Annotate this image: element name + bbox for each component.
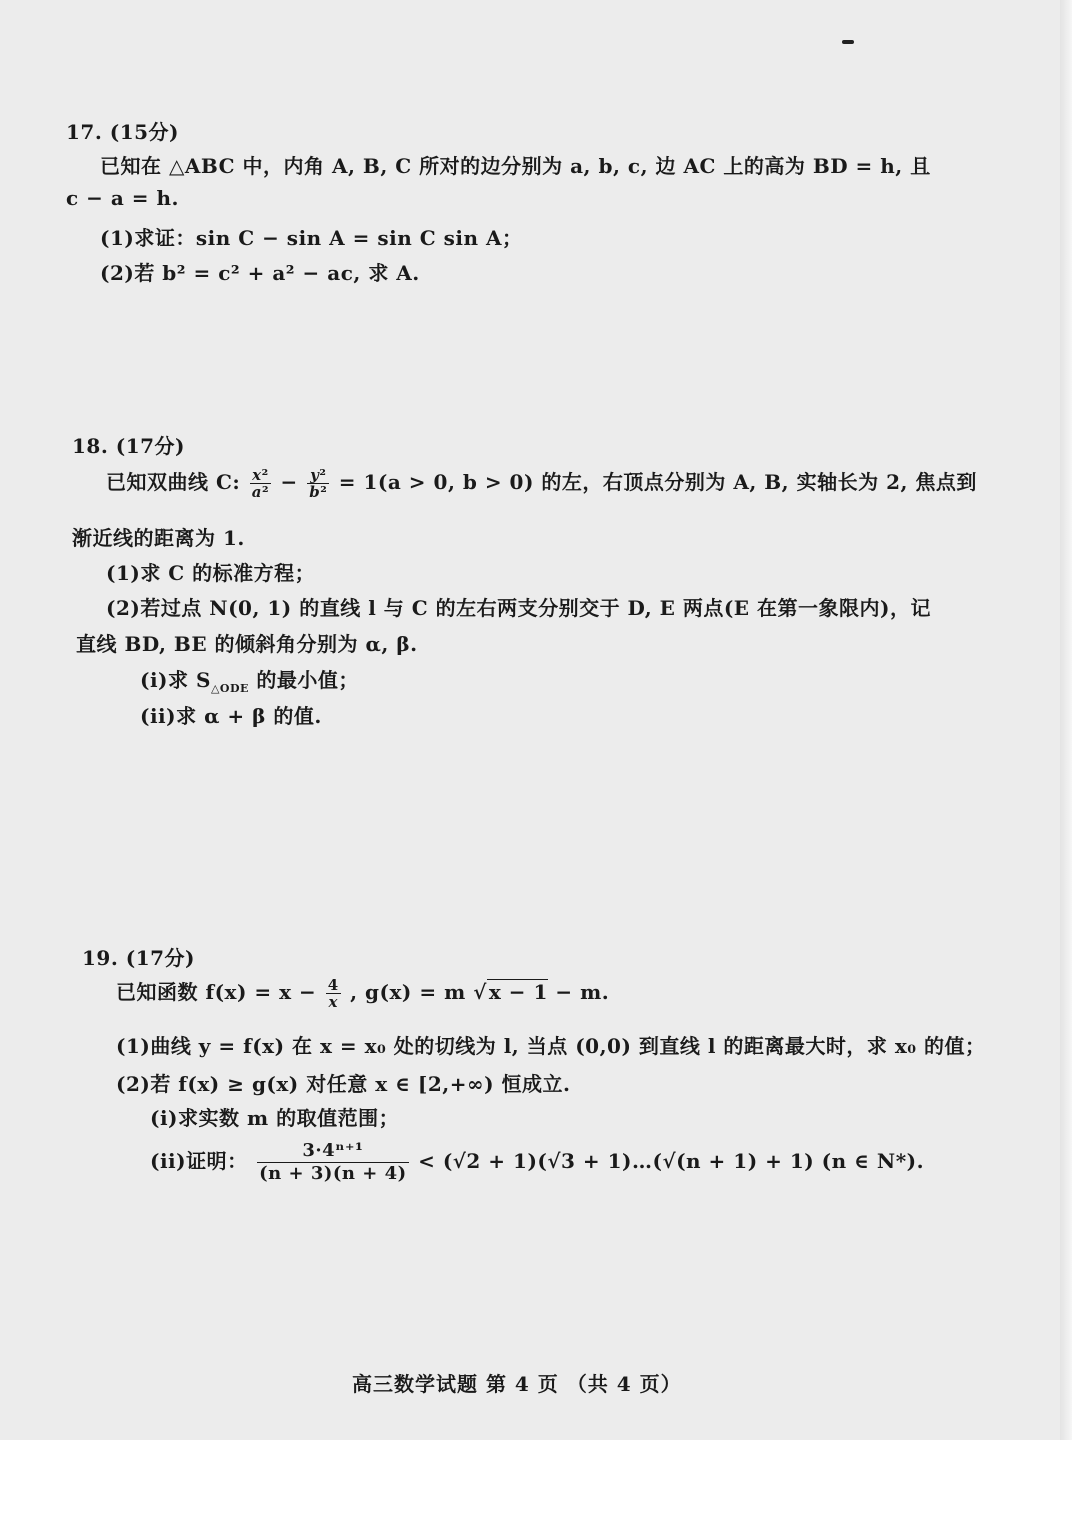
problem-19-part-2-i: (i)求实数 m 的取值范围； <box>150 1106 400 1130</box>
fraction-numerator: 3·4ⁿ⁺¹ <box>257 1140 409 1163</box>
fraction-y2-over-b2: $\frac{\text{y²}}{\text{b²}}$ <box>309 466 328 501</box>
problem-17-heading: 17. (15分) <box>66 120 180 144</box>
problem-19-statement <box>116 976 609 1010</box>
fraction-3-4n <box>257 1140 409 1185</box>
sqrt-sign: √ <box>473 980 487 1004</box>
problem-17-statement: 已知在 △ABC 中，内角 A, B, C 所对的边分别为 a, b, c, 边 AC 上的高为 BD = h, 且 <box>100 154 931 178</box>
problem-18-statement-cont: 渐近线的距离为 1. <box>72 526 245 550</box>
problem-19-part-2-ii <box>150 1140 924 1185</box>
problem-18-part-2-cont: 直线 BD, BE 的倾斜角分别为 α, β. <box>76 632 418 656</box>
problem-18-heading: 18. (17分) <box>72 434 186 458</box>
page-edge <box>1060 0 1072 1440</box>
problem-18-part-2-ii: (ii)求 α + β 的值. <box>140 704 322 728</box>
problem-18-statement: 已知双曲线 C: $\frac{\text{x²}}{\text{a²}}$ − $\frac{\text{y²}}{\text{b²}}$ = 1(a > 0, b > 0) 的左，右顶点分别为 A, B, 实轴长为 2, 焦点到 <box>106 466 977 501</box>
fraction-denominator: (n + 3)(n + 4) <box>259 1163 407 1184</box>
problem-19-statement-pre: 已知函数 f(x) = x − <box>116 980 317 1004</box>
problem-19-statement-mid: , g(x) = m <box>350 980 466 1004</box>
fraction-x2-over-a2: $\frac{\text{x²}}{\text{a²}}$ <box>251 466 270 501</box>
problem-19-part-2: (2)若 f(x) ≥ g(x) 对任意 x ∈ [2,+∞) 恒成立. <box>116 1072 571 1096</box>
part-ii-prefix: (ii)证明： <box>150 1149 248 1173</box>
problem-18-statement-post: = 1(a > 0, b > 0) 的左，右顶点分别为 A, B, 实轴长为 2, 焦点到 <box>338 470 977 494</box>
problem-17-part-2: (2)若 b² = c² + a² − ac, 求 A. <box>100 261 420 285</box>
part-i-subscript: △ODE <box>210 682 249 695</box>
problem-18-statement-pre: 已知双曲线 C: <box>106 470 241 494</box>
problem-19-heading: 19. (17分) <box>82 946 196 970</box>
part-ii-inequality: < (√2 + 1)(√3 + 1)…(√(n + 1) + 1) (n ∈ N*). <box>418 1149 925 1173</box>
scan-mark <box>842 40 854 44</box>
problem-17-statement-cont: c − a = h. <box>66 186 180 210</box>
problem-19-part-1: (1)曲线 y = f(x) 在 x = x₀ 处的切线为 l, 当点 (0,0) 到直线 l 的距离最大时，求 x₀ 的值； <box>116 1034 986 1058</box>
problem-18-part-1: (1)求 C 的标准方程； <box>106 561 316 585</box>
problem-19-statement-post: − m. <box>555 980 610 1004</box>
problem-18-part-2-i <box>140 664 359 695</box>
problem-18-part-2: (2)若过点 N(0, 1) 的直线 l 与 C 的左右两支分别交于 D, E 两点(E 在第一象限内)，记 <box>106 596 931 620</box>
fraction-4-over-x: $\frac{4}{x}$ <box>327 976 339 1011</box>
problem-17-part-1: (1)求证：sin C − sin A = sin C sin A； <box>100 226 523 250</box>
part-i-text-post: 的最小值； <box>248 668 359 692</box>
sqrt-radicand: x − 1 <box>488 980 548 1004</box>
page-footer: 高三数学试题 第 4 页 （共 4 页） <box>352 1372 682 1396</box>
part-i-text: (i)求 S <box>140 668 211 692</box>
